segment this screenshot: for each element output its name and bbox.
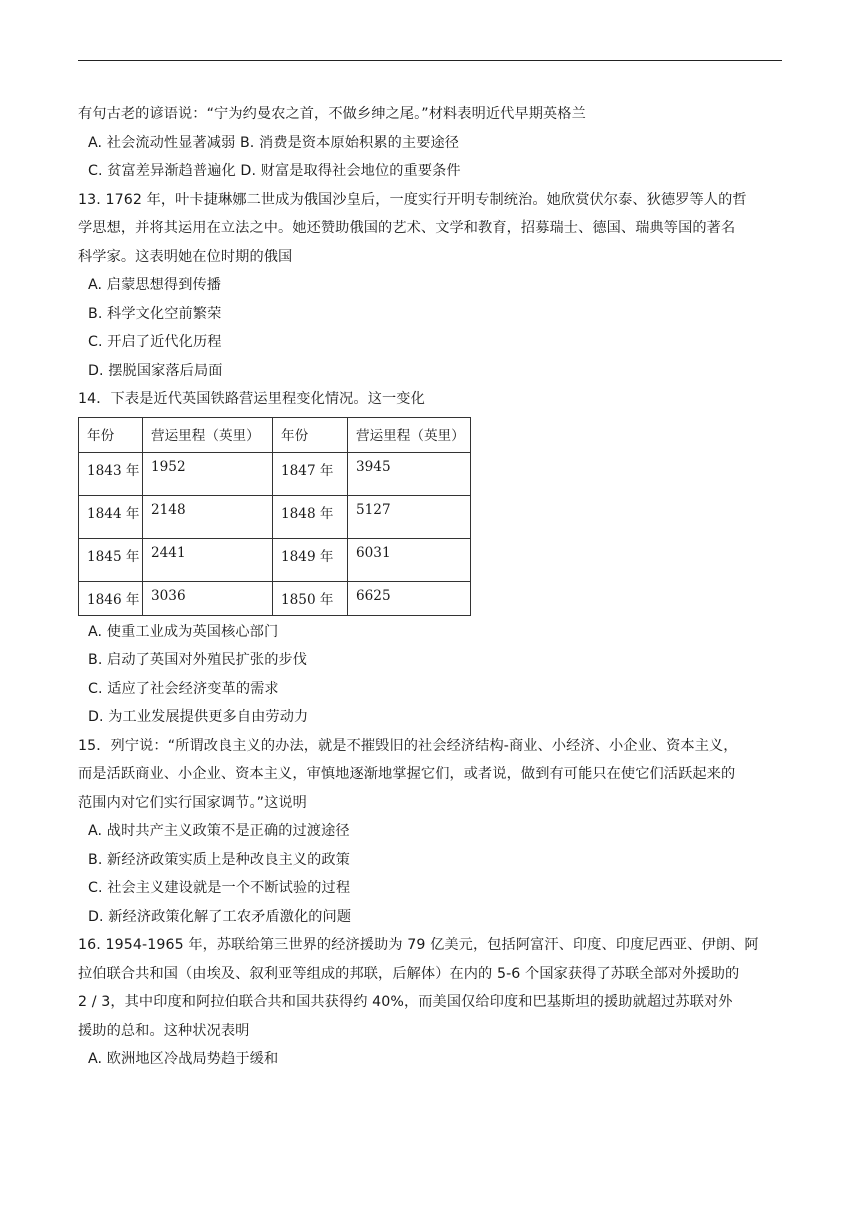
q16-stem-line: 16. 1954-1965 年，苏联给第三世界的经济援助为 79 亿美元，包括阿富汗、印度、印度尼西亚、伊朗、阿 — [78, 937, 759, 953]
table-header-cell: 营运里程（英里） — [143, 417, 273, 452]
table-row — [79, 538, 471, 581]
q15-stem-line: 范围内对它们实行国家调节。”这说明 — [78, 794, 307, 811]
q15-stem-line: 15．列宁说：“所谓改良主义的办法，就是不摧毁旧的社会经济结构-商业、小经济、小企业、资本主义， — [78, 737, 738, 754]
table-cell: 2148 — [143, 495, 273, 538]
q13-stem-line: 13. 1762 年，叶卡捷琳娜二世成为俄国沙皇后，一度实行开明专制统治。她欣赏伏尔泰、狄德罗等人的哲 — [78, 191, 747, 208]
q16-stem-line: 2 / 3，其中印度和阿拉伯联合共和国共获得约 40%，而美国仅给印度和巴基斯坦的援助就超过苏联对外 — [78, 994, 733, 1010]
table-cell: 2441 — [143, 538, 273, 581]
railway-mileage-table — [78, 417, 471, 616]
table-header-cell: 年份 — [79, 417, 143, 452]
q14-option-d: D. 为工业发展提供更多自由劳动力 — [88, 709, 309, 725]
q16-stem-line: 援助的总和。这种状况表明 — [78, 1022, 250, 1039]
q15-option-c: C. 社会主义建设就是一个不断试验的过程 — [88, 880, 351, 896]
q15-stem-line: 而是活跃商业、小企业、资本主义，审慎地逐渐地掌握它们，或者说，做到有可能只在使它们活跃起来的 — [78, 766, 736, 782]
table-row — [79, 452, 471, 495]
table-cell: 1952 — [143, 452, 273, 495]
q16-option-a: A. 欧洲地区冷战局势趋于缓和 — [88, 1051, 279, 1067]
q12-option-ab: A. 社会流动性显著减弱 B. 消费是资本原始积累的主要途径 — [88, 134, 460, 151]
table-header-row — [79, 417, 471, 452]
table-cell: 3036 — [143, 581, 273, 615]
table-cell: 1845 年 — [79, 538, 143, 581]
q14-option-c: C. 适应了社会经济变革的需求 — [88, 680, 279, 697]
table-cell: 6625 — [348, 581, 471, 615]
table-cell: 3945 — [348, 452, 471, 495]
table-header-cell: 营运里程（英里） — [348, 417, 471, 452]
q12-stem-tail: 有句古老的谚语说：“宁为约曼农之首，不做乡绅之尾。”材料表明近代早期英格兰 — [78, 106, 586, 122]
header-rule — [78, 60, 782, 61]
table-cell: 1848 年 — [273, 495, 348, 538]
question-15 — [78, 732, 786, 932]
table-cell: 5127 — [348, 495, 471, 538]
table-cell: 1850 年 — [273, 581, 348, 615]
question-16 — [78, 931, 786, 1074]
table-cell: 1846 年 — [79, 581, 143, 615]
q16-stem-line: 拉伯联合共和国（由埃及、叙利亚等组成的邦联，后解体）在内的 5-6 个国家获得了苏联全部对外援助的 — [78, 965, 740, 982]
q15-option-d: D. 新经济政策化解了工农矛盾激化的问题 — [88, 908, 352, 925]
q14-option-b: B. 启动了英国对外殖民扩张的步伐 — [88, 652, 308, 668]
question-14 — [78, 385, 786, 732]
table-header-cell: 年份 — [273, 417, 348, 452]
table-row — [79, 581, 471, 615]
q13-option-b: B. 科学文化空前繁荣 — [88, 305, 222, 322]
q13-option-c: C. 开启了近代化历程 — [88, 334, 222, 350]
q14-stem: 14．下表是近代英国铁路营运里程变化情况。这一变化 — [78, 391, 425, 407]
q13-stem-line: 科学家。这表明她在位时期的俄国 — [78, 248, 293, 265]
table-cell: 1849 年 — [273, 538, 348, 581]
question-13 — [78, 186, 786, 386]
q13-option-a: A. 启蒙思想得到传播 — [88, 277, 222, 293]
table-cell: 1847 年 — [273, 452, 348, 495]
q13-stem-line: 学思想，并将其运用在立法之中。她还赞助俄国的艺术、文学和教育，招募瑞士、德国、瑞典等国的著名 — [78, 220, 736, 236]
q15-option-a: A. 战时共产主义政策不是正确的过渡途径 — [88, 823, 350, 839]
exam-page — [78, 100, 786, 1074]
q13-option-d: D. 摆脱国家落后局面 — [88, 362, 223, 379]
table-cell: 1843 年 — [79, 452, 143, 495]
table-row — [79, 495, 471, 538]
table-cell: 6031 — [348, 538, 471, 581]
q12-option-cd: C. 贫富差异渐趋普遍化 D. 财富是取得社会地位的重要条件 — [88, 163, 461, 179]
table-cell: 1844 年 — [79, 495, 143, 538]
q14-option-a: A. 使重工业成为英国核心部门 — [88, 623, 279, 640]
q15-option-b: B. 新经济政策实质上是种改良主义的政策 — [88, 851, 350, 868]
